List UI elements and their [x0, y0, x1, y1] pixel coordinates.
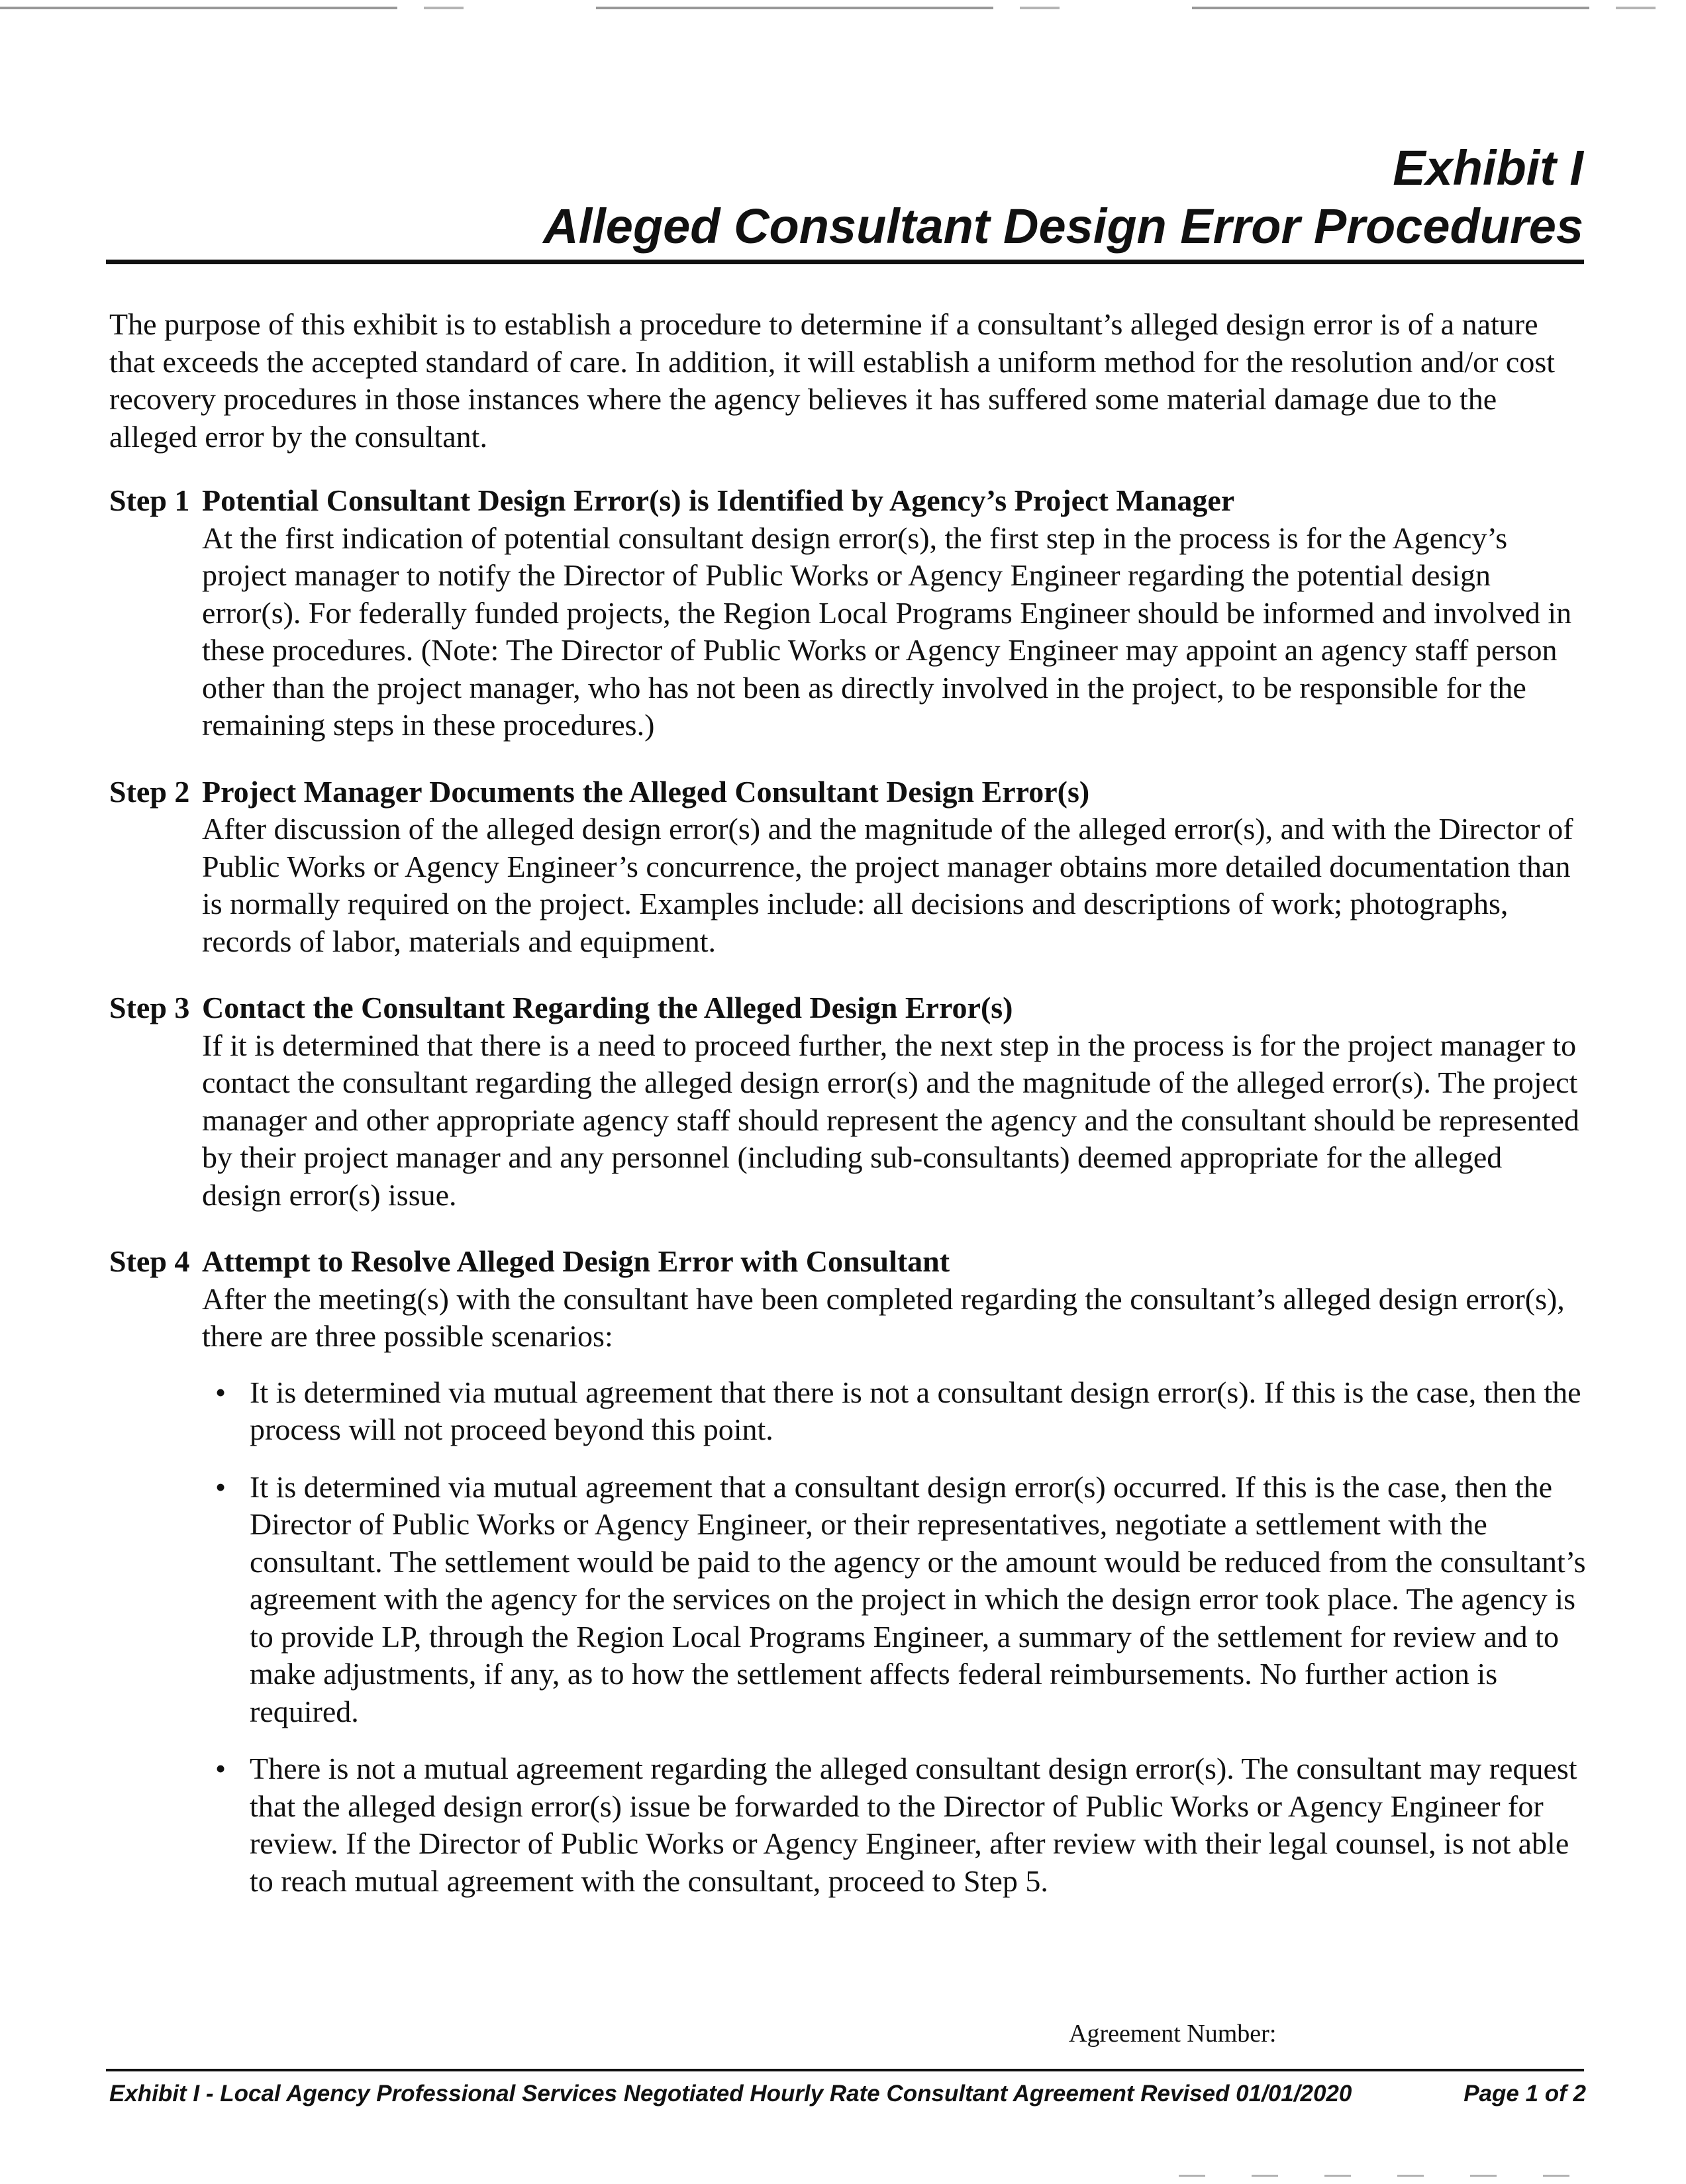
scenario-item: • It is determined via mutual agreement that there is not a consultant design error(s). If this is the case, then the process will not proceed beyond this point. — [202, 1374, 1586, 1449]
step-4 — [109, 1243, 1586, 1900]
step-number: Step 4 — [109, 1244, 190, 1278]
step-3 — [109, 989, 1586, 1214]
step-heading — [109, 989, 1586, 1027]
page-number: Page 1 of 2 — [1463, 2081, 1586, 2107]
scenario-item: • There is not a mutual agreement regarding the alleged consultant design error(s). The consultant may request that the alleged design error(s) issue be forwarded to the Director of Public Works or Agency Engineer for review. If the Director of Public Works or Agency Engineer, after review with their legal counsel, is not able to reach mutual agreement with the consultant, proceed to Step 5. — [202, 1750, 1586, 1900]
step-heading — [109, 773, 1586, 811]
scenario-list — [202, 1374, 1586, 1901]
page-footer — [109, 2079, 1586, 2109]
step-number: Step 1 — [109, 483, 190, 517]
exhibit-label: Exhibit I — [1393, 140, 1583, 195]
step-title: Attempt to Resolve Alleged Design Error with Consultant — [202, 1244, 950, 1278]
scan-edge-bottom — [1179, 2175, 1589, 2177]
step-number: Step 3 — [109, 991, 190, 1024]
step-body — [202, 1281, 1586, 1356]
header-divider — [106, 260, 1584, 264]
step-paragraph: If it is determined that there is a need to proceed further, the next step in the process is for the project manager to contact the consultant regarding the alleged design error(s) and the magnitude of the alleged error(s). The project manager and other appropriate agency staff should represent the agency and the consultant should be represented by their project manager and any personnel (including sub-consultants) deemed appropriate for the alleged design error(s) issue. — [202, 1028, 1579, 1212]
scenario-item: • It is determined via mutual agreement that a consultant design error(s) occurred. If this is the case, then the Director of Public Works or Agency Engineer, or their representatives, negotiate a settlement with the consultant. The settlement would be paid to the agency or the amount would be reduced from the consultant’s agreement with the agency for the services on the project in which the design error took place. The agency is to provide LP, through the Region Local Programs Engineer, a summary of the settlement for review and to make adjustments, if any, as to how the settlement affects federal reimbursements. No further action is required. — [202, 1469, 1586, 1731]
footer-divider — [106, 2069, 1584, 2071]
scan-edge-top — [0, 7, 1686, 9]
step-body — [202, 520, 1586, 744]
document-body — [109, 306, 1586, 1929]
document-title: Alleged Consultant Design Error Procedures — [543, 199, 1583, 254]
step-2 — [109, 773, 1586, 961]
step-title: Potential Consultant Design Error(s) is Identified by Agency’s Project Manager — [202, 483, 1235, 517]
step-paragraph: After discussion of the alleged design error(s) and the magnitude of the alleged error(s), and with the Director of Public Works or Agency Engineer’s concurrence, the project manager obtains more detailed documentation than is normally required on the project. Examples include: all decisions and descriptions of work; photographs, records of labor, materials and equipment. — [202, 812, 1573, 958]
step-heading — [109, 482, 1586, 520]
document-header — [543, 139, 1583, 256]
step-title: Project Manager Documents the Alleged Consultant Design Error(s) — [202, 774, 1090, 809]
agreement-number-label: Agreement Number: — [1069, 2020, 1277, 2048]
step-paragraph: After the meeting(s) with the consultant have been completed regarding the consultant’s alleged design error(s), there are three possible scenarios: — [202, 1281, 1565, 1353]
step-body — [202, 1027, 1586, 1215]
intro-paragraph: The purpose of this exhibit is to establish a procedure to determine if a consultant’s alleged design error is of a nature that exceeds the accepted standard of care. In addition, it will establish a uniform method for the resolution and/or cost recovery procedures in those instances where the agency believes it has suffered some material damage due to the alleged error by the consultant. — [109, 307, 1556, 454]
step-body — [202, 811, 1586, 960]
step-title: Contact the Consultant Regarding the Alleged Design Error(s) — [202, 991, 1013, 1024]
step-number: Step 2 — [109, 774, 190, 809]
footer-document-title: Exhibit I - Local Agency Professional Services Negotiated Hourly Rate Consultant Agreement Revised 01/01/2020 — [109, 2081, 1352, 2107]
step-paragraph: At the first indication of potential consultant design error(s), the first step in the process is for the Agency’s project manager to notify the Director of Public Works or Agency Engineer regarding the potential design error(s). For federally funded projects, the Region Local Programs Engineer should be informed and involved in these procedures. (Note: The Director of Public Works or Agency Engineer may appoint an agency staff person other than the project manager, who has not been as directly involved in the project, to be responsible for the remaining steps in these procedures.) — [202, 521, 1572, 742]
step-1 — [109, 482, 1586, 744]
step-heading — [109, 1243, 1586, 1281]
